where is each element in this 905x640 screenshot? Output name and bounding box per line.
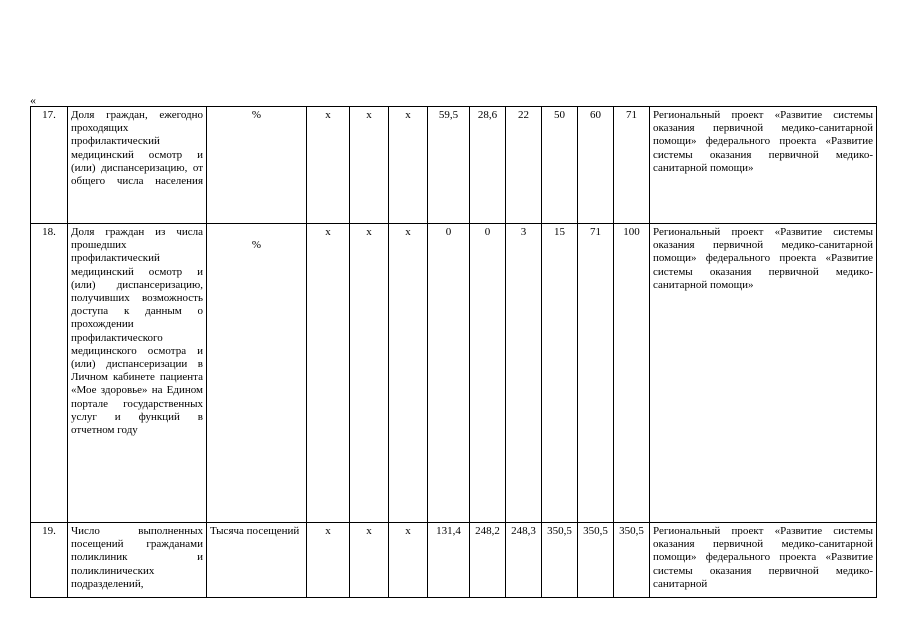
table-row <box>31 523 877 598</box>
value-cell: 59,5 <box>428 107 470 224</box>
value-cell: 71 <box>578 224 614 523</box>
x-mark-cell: x <box>389 107 428 224</box>
value-cell: 100 <box>614 224 650 523</box>
value-cell: 15 <box>542 224 578 523</box>
x-mark-cell: x <box>350 523 389 598</box>
unit-label: % <box>251 239 262 251</box>
value-cell: 350,5 <box>614 523 650 598</box>
row-number: 17. <box>31 107 68 224</box>
value-cell: 3 <box>506 224 542 523</box>
value-cell: 248,3 <box>506 523 542 598</box>
x-mark-cell: x <box>307 523 350 598</box>
value-cell: 22 <box>506 107 542 224</box>
value-cell: 131,4 <box>428 523 470 598</box>
table-row <box>31 107 877 224</box>
indicator-name: Доля граждан из числа прошедших профилактический медицинский осмотр и (или) диспансеризацию, получивших возможность доступа к данным о прохождении профилактического медицинского осмотра и (или) диспансеризации в Личном кабинете пациента «Мое здоровье» на Едином портале государственных услуг и функций в отчетном году <box>68 224 207 523</box>
unit-cell <box>207 224 307 523</box>
x-mark-cell: x <box>350 224 389 523</box>
project-name: Региональный проект «Развитие системы оказания первичной медико-санитарной помощи» федерального проекта «Развитие системы оказания первичной медико-санитарной помощи» <box>650 224 877 523</box>
table-row <box>31 224 877 523</box>
unit-cell: % <box>207 107 307 224</box>
value-cell: 60 <box>578 107 614 224</box>
value-cell: 0 <box>470 224 506 523</box>
unit-cell: Тысяча посещений <box>207 523 307 598</box>
x-mark-cell: x <box>389 523 428 598</box>
indicator-name: Доля граждан, ежегодно проходящих профилактический медицинский осмотр и (или) диспансеризацию, от общего числа населения <box>68 107 207 224</box>
value-cell: 350,5 <box>578 523 614 598</box>
row-number: 18. <box>31 224 68 523</box>
value-cell: 50 <box>542 107 578 224</box>
value-cell: 28,6 <box>470 107 506 224</box>
x-mark-cell: x <box>307 107 350 224</box>
value-cell: 350,5 <box>542 523 578 598</box>
value-cell: 71 <box>614 107 650 224</box>
x-mark-cell: x <box>350 107 389 224</box>
x-mark-cell: x <box>307 224 350 523</box>
row-number: 19. <box>31 523 68 598</box>
value-cell: 0 <box>428 224 470 523</box>
project-name: Региональный проект «Развитие системы оказания первичной медико-санитарной помощи» федерального проекта «Развитие системы оказания первичной медико-санитарной помощи» <box>650 107 877 224</box>
indicators-table <box>30 106 877 598</box>
project-name: Региональный проект «Развитие системы оказания первичной медико-санитарной помощи» федерального проекта «Развитие системы оказания первичной медико-санитарной <box>650 523 877 598</box>
x-mark-cell: x <box>389 224 428 523</box>
opening-quote-mark: « <box>30 93 36 107</box>
indicator-name: Число выполненных посещений гражданами поликлиник и поликлинических подразделений, <box>68 523 207 598</box>
value-cell: 248,2 <box>470 523 506 598</box>
